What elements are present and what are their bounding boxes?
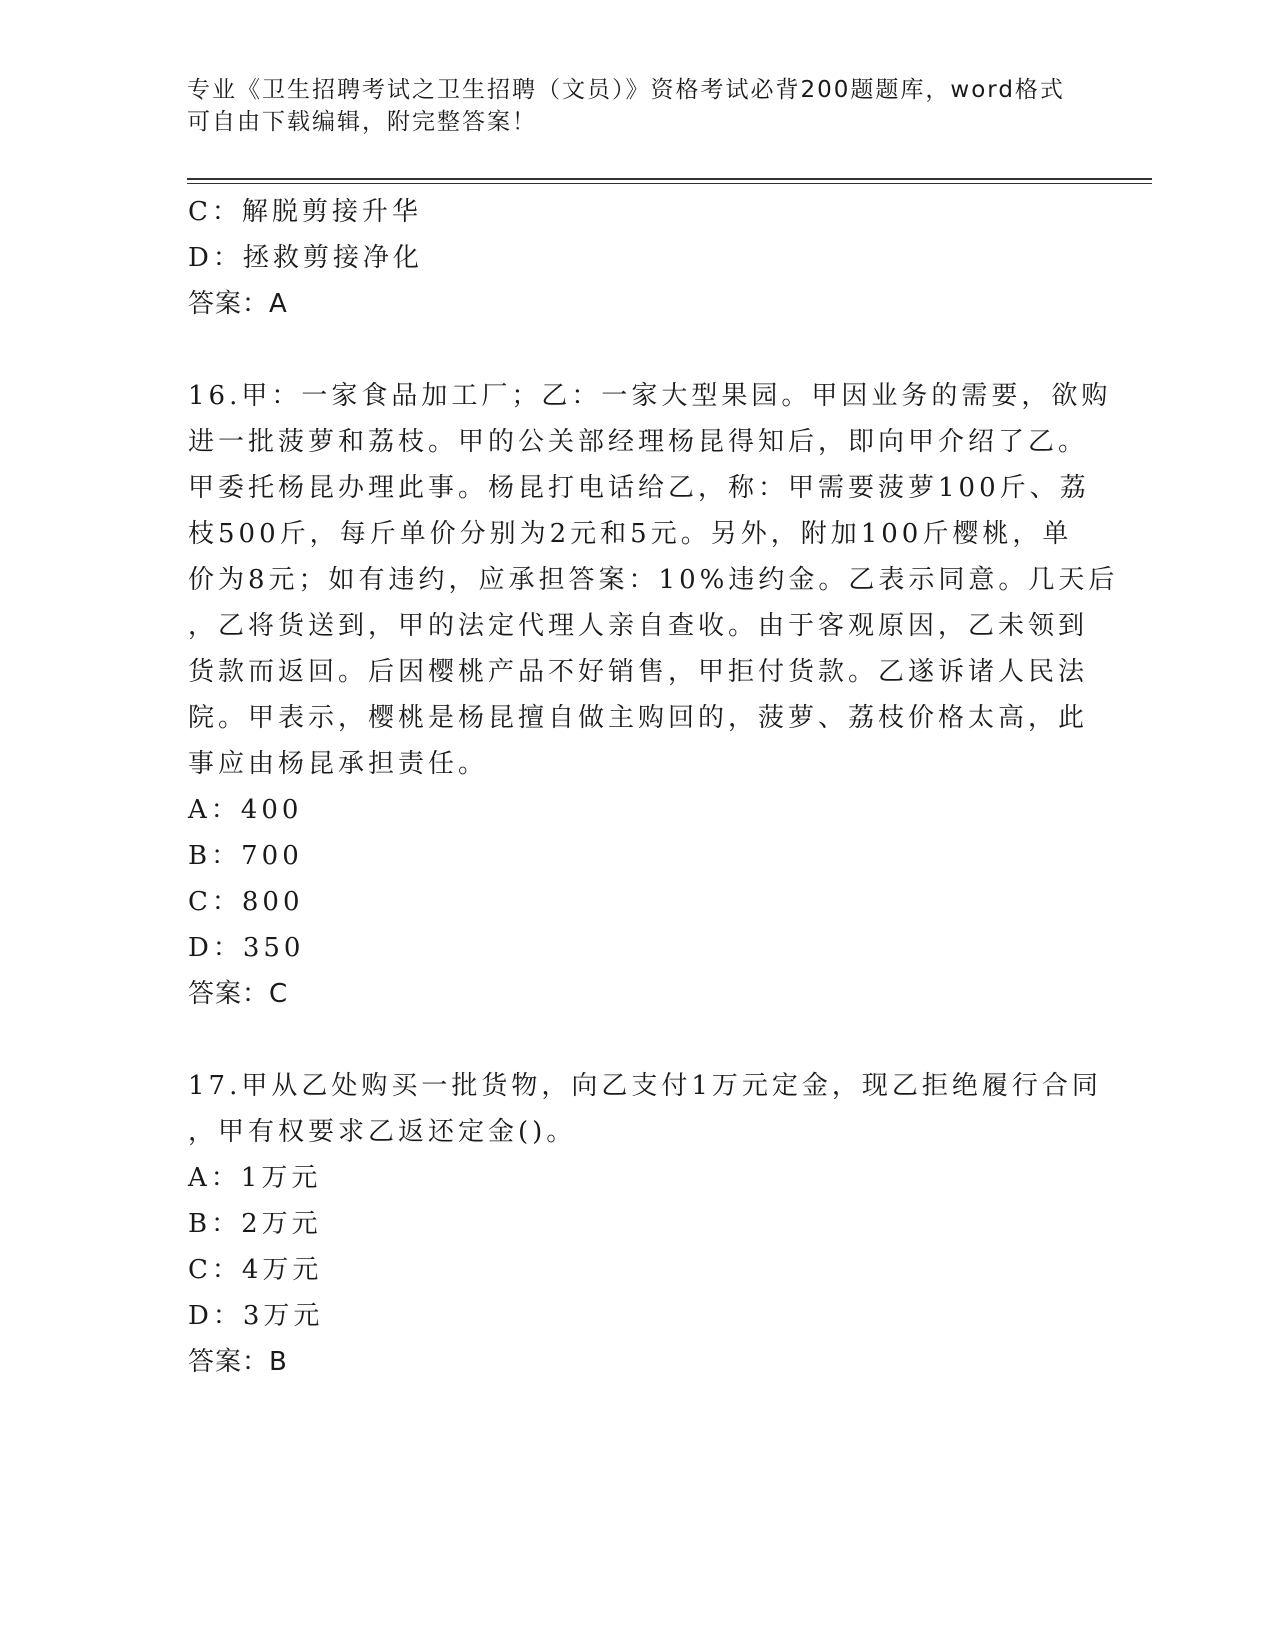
question-text-line: 枝500斤，每斤单价分别为2元和5元。另外，附加100斤樱桃，单 <box>188 519 1073 549</box>
option-b: B：2万元 <box>188 1209 322 1239</box>
question-text-line: 甲委托杨昆办理此事。杨昆打电话给乙，称：甲需要菠萝100斤、荔 <box>188 473 1090 503</box>
question-text-line: 进一批菠萝和荔枝。甲的公关部经理杨昆得知后，即向甲介绍了乙。 <box>188 427 1089 457</box>
header-divider-thin <box>187 183 1152 184</box>
option-a: A：1万元 <box>188 1163 322 1193</box>
question-text-line: 价为8元；如有违约，应承担答案：10%违约金。乙表示同意。几天后 <box>188 565 1119 595</box>
question-17 <box>188 1063 1102 1385</box>
answer-line: 答案：B <box>188 1347 288 1377</box>
option-d: D：350 <box>188 933 305 963</box>
header-line-1: 专业《卫生招聘考试之卫生招聘（文员）》资格考试必背200题题库，word格式 <box>187 77 1065 103</box>
document-header <box>187 74 1067 138</box>
option-c: C：800 <box>188 887 304 917</box>
question-text-line: 货款而返回。后因樱桃产品不好销售，甲拒付货款。乙遂诉诸人民法 <box>188 657 1089 687</box>
option-d: D：3万元 <box>188 1301 324 1331</box>
answer-line: 答案：C <box>188 979 289 1009</box>
question-text-line: 院。甲表示，樱桃是杨昆擅自做主购回的，菠萝、荔枝价格太高，此 <box>188 703 1089 733</box>
header-line-2: 可自由下载编辑，附完整答案！ <box>187 109 537 135</box>
previous-question-tail <box>188 189 1088 327</box>
option-c: C：解脱剪接升华 <box>188 197 422 227</box>
question-text-line: ，乙将货送到，甲的法定代理人亲自查收。由于客观原因，乙未领到 <box>188 611 1089 641</box>
question-text-line: 事应由杨昆承担责任。 <box>188 749 489 779</box>
option-c: C：4万元 <box>188 1255 323 1285</box>
header-divider-thick <box>187 178 1152 180</box>
question-text-line: ，甲有权要求乙返还定金()。 <box>188 1117 577 1147</box>
option-d: D：拯救剪接净化 <box>188 243 423 273</box>
answer-line: 答案：A <box>188 289 288 319</box>
document-body <box>188 189 1119 1385</box>
question-16 <box>188 373 1119 1017</box>
question-text-line: 16.甲：一家食品加工厂；乙：一家大型果园。甲因业务的需要，欲购 <box>188 381 1112 411</box>
question-text-line: 17.甲从乙处购买一批货物，向乙支付1万元定金，现乙拒绝履行合同 <box>188 1071 1102 1101</box>
option-a: A：400 <box>188 795 303 825</box>
option-b: B：700 <box>188 841 303 871</box>
